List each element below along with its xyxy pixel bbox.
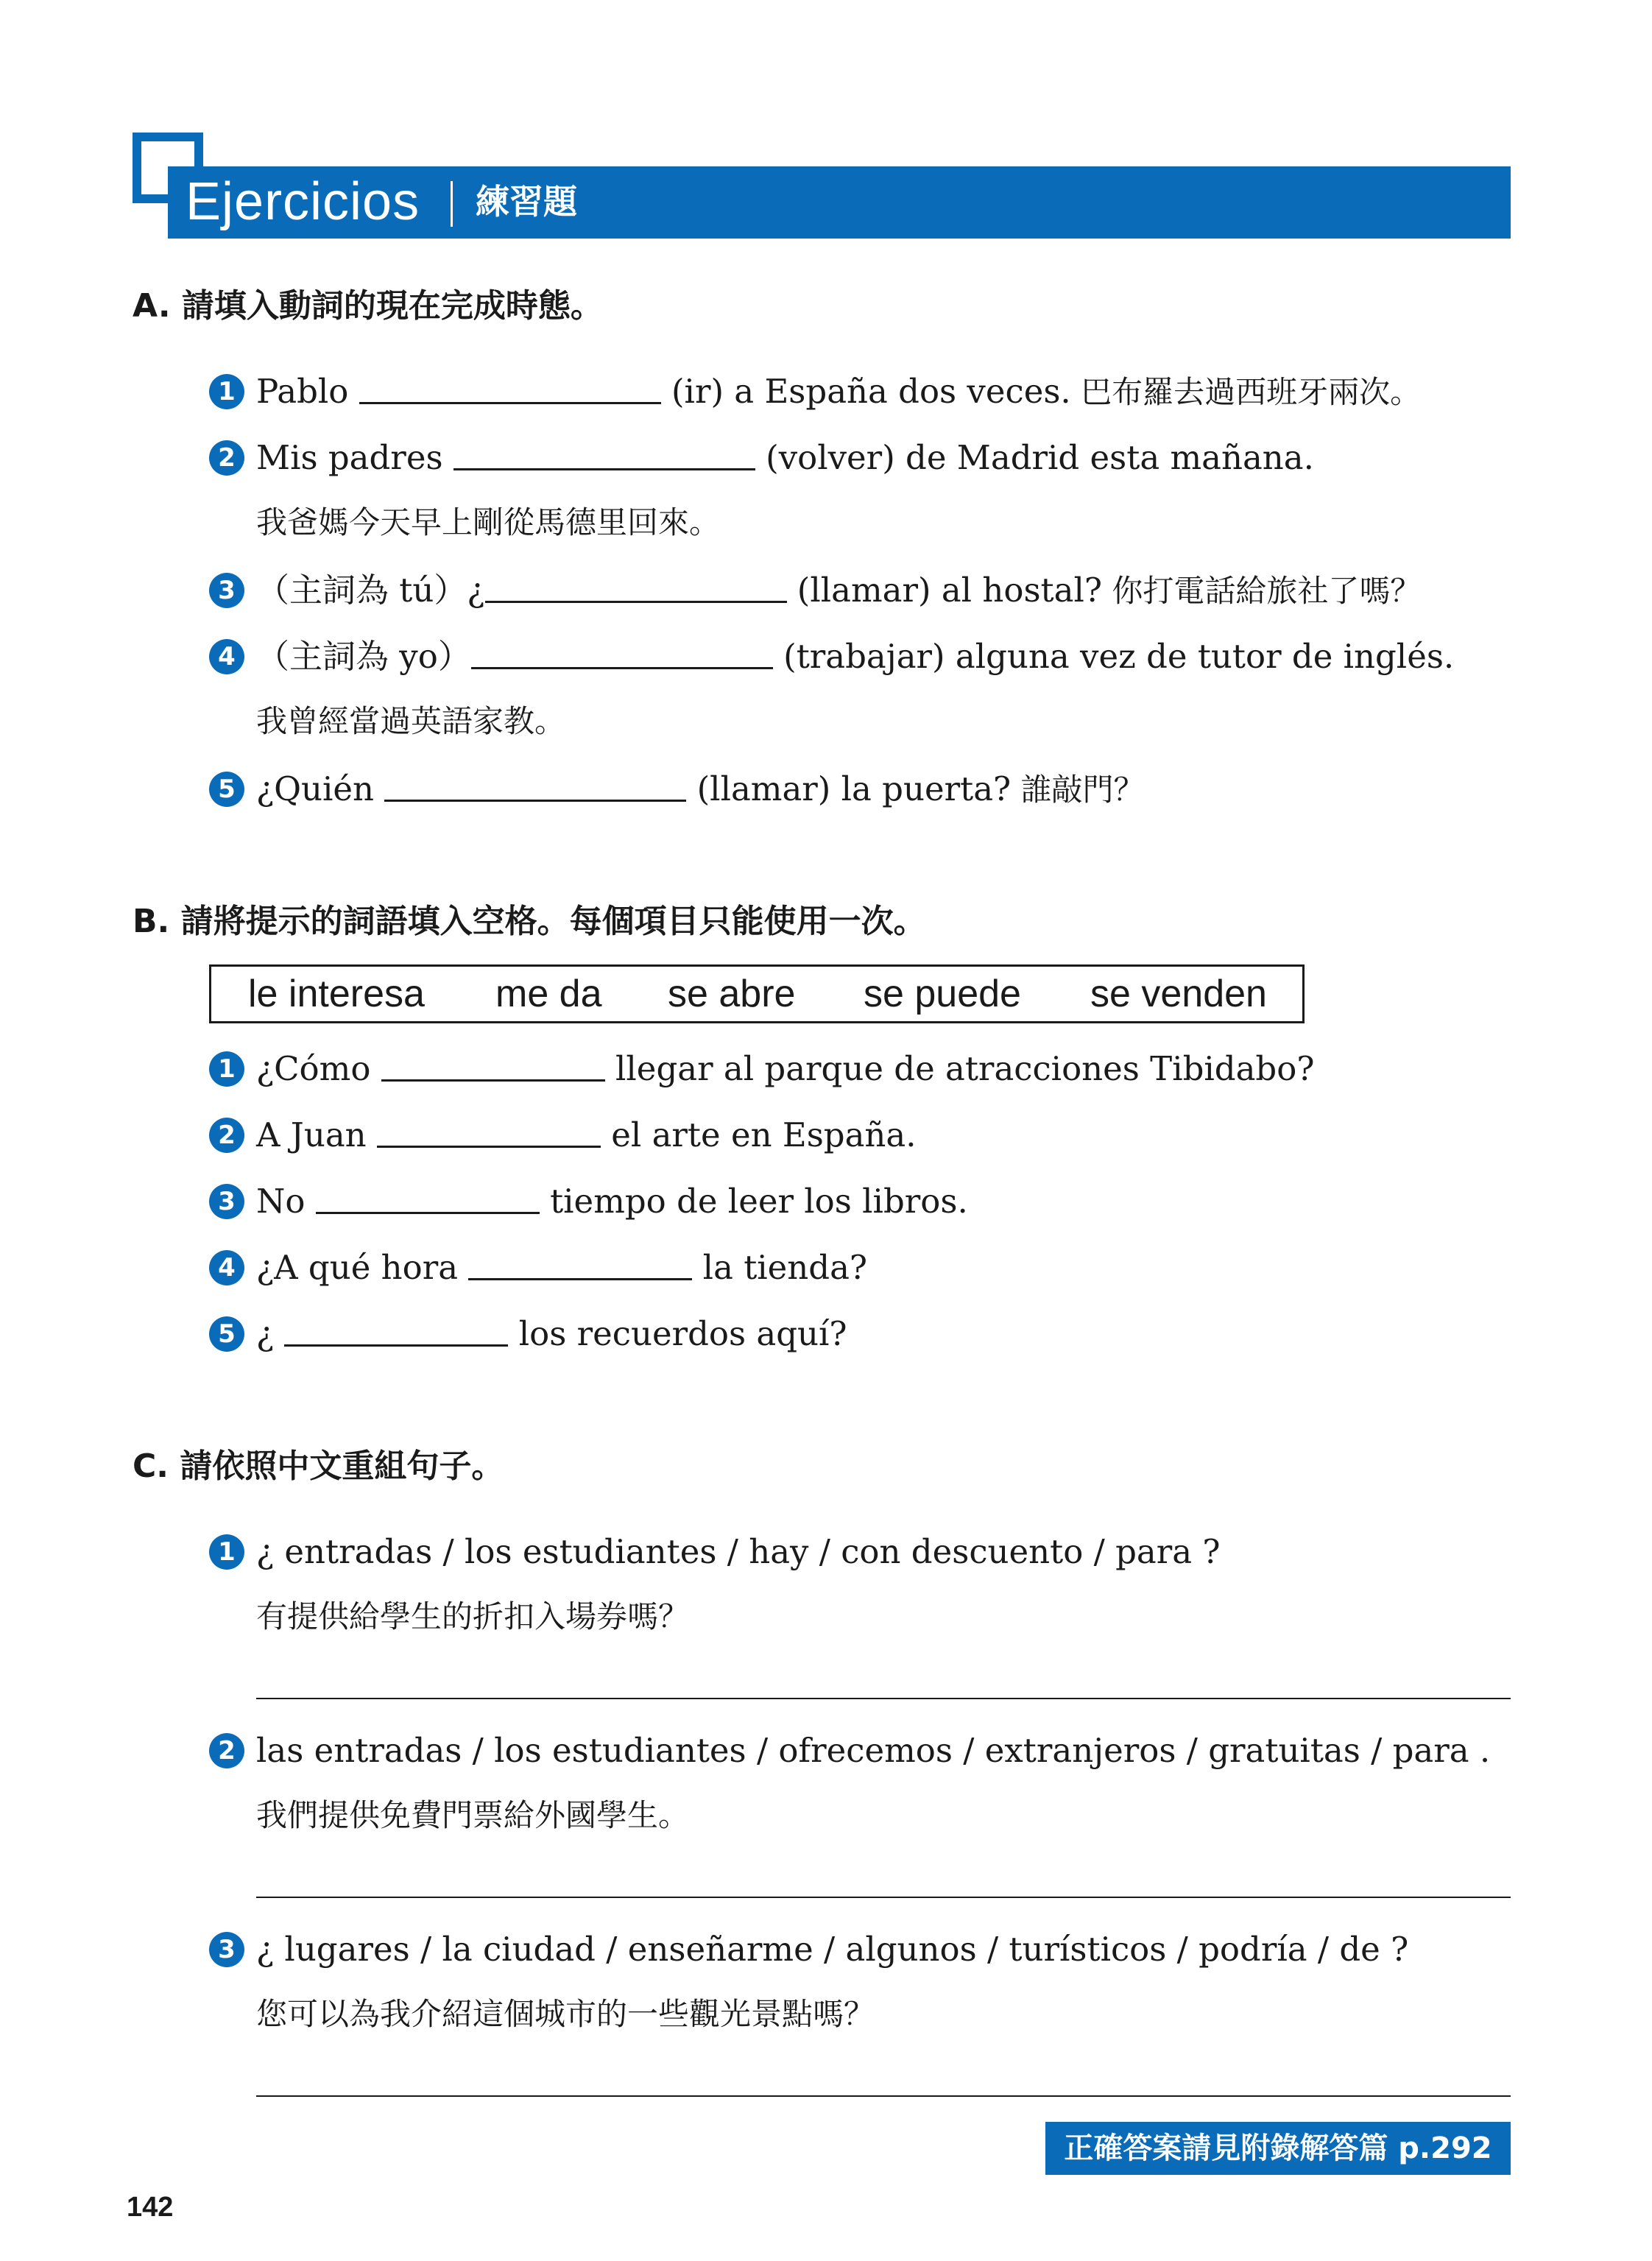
header-separator	[451, 181, 453, 227]
exercise-text: ¿ lugares / la ciudad / enseñarme / algunos / turísticos / podría / de ?	[256, 1930, 1409, 1969]
exercise-text: (llamar) la puerta?	[686, 769, 1012, 808]
answer-blank[interactable]	[284, 1312, 508, 1347]
answer-blank[interactable]	[359, 370, 661, 404]
exercise-translation: 你打電話給旅社了嗎？	[1101, 573, 1422, 609]
answer-blank[interactable]	[316, 1179, 540, 1214]
item-number-badge: 1	[209, 1534, 244, 1570]
answer-line[interactable]	[256, 1897, 1511, 1898]
word-bank-item: le interesa	[248, 973, 425, 1015]
section-a-title: A. 請填入動詞的現在完成時態。	[133, 287, 603, 325]
exercise-text: （主詞為 tú）¿	[256, 571, 485, 610]
exercise-translation: 我曾經當過英語家教。	[256, 703, 566, 739]
exercise-translation: 誰敲門？	[1011, 772, 1145, 808]
exercise-translation: 巴布羅去過西班牙兩次。	[1070, 374, 1422, 410]
word-bank-item: se venden	[1090, 973, 1267, 1015]
item-number-badge: 2	[209, 1733, 244, 1768]
exercise-translation: 您可以為我介紹這個城市的一些觀光景點嗎？	[256, 1996, 875, 2032]
item-number-badge: 3	[209, 1932, 244, 1967]
exercise-text: Mis padres	[256, 438, 453, 477]
exercise-text: （主詞為 yo）	[256, 637, 471, 676]
exercise-text: (llamar) al hostal?	[786, 571, 1102, 610]
answer-blank[interactable]	[471, 635, 773, 669]
page-subtitle: 練習題	[476, 182, 577, 222]
page-number: 142	[127, 2192, 174, 2223]
exercise-text: tiempo de leer los libros.	[539, 1182, 968, 1221]
item-number-badge: 5	[209, 772, 244, 807]
word-bank-item: se abre	[668, 973, 796, 1015]
answer-line[interactable]	[256, 2095, 1511, 2097]
exercise-text: la tienda?	[692, 1248, 868, 1287]
exercise-text: (ir) a España dos veces.	[660, 372, 1071, 411]
item-number-badge: 1	[209, 1051, 244, 1087]
answer-blank[interactable]	[384, 767, 686, 802]
answer-blank[interactable]	[381, 1047, 605, 1082]
exercise-text: ¿	[256, 1314, 285, 1353]
answer-blank[interactable]	[377, 1113, 601, 1148]
answer-reference: 正確答案請見附錄解答篇 p.292	[1045, 2122, 1511, 2175]
word-bank	[209, 964, 1305, 1023]
exercise-text: ¿Cómo	[256, 1049, 381, 1088]
section-b-title: B. 請將提示的詞語填入空格。每個項目只能使用一次。	[133, 903, 926, 940]
exercise-translation: 有提供給學生的折扣入場券嗎？	[256, 1598, 690, 1634]
exercise-text: los recuerdos aquí?	[508, 1314, 847, 1353]
item-number-badge: 5	[209, 1316, 244, 1352]
exercise-text: ¿Quién	[256, 769, 385, 808]
item-number-badge: 4	[209, 639, 244, 674]
exercise-text: (trabajar) alguna vez de tutor de inglés.	[772, 637, 1455, 676]
exercise-text: Pablo	[256, 372, 359, 411]
exercise-translation: 我爸媽今天早上剛從馬德里回來。	[256, 504, 721, 540]
item-number-badge: 2	[209, 440, 244, 476]
item-number-badge: 3	[209, 1184, 244, 1219]
exercise-text: No	[256, 1182, 316, 1221]
exercise-text: A Juan	[256, 1115, 377, 1154]
exercise-text: el arte en España.	[600, 1115, 917, 1154]
item-number-badge: 1	[209, 374, 244, 409]
item-number-badge: 2	[209, 1118, 244, 1153]
exercise-text: ¿ entradas / los estudiantes / hay / con descuento / para ?	[256, 1532, 1221, 1571]
answer-blank[interactable]	[453, 436, 755, 470]
answer-blank[interactable]	[485, 568, 787, 603]
exercise-text: ¿A qué hora	[256, 1248, 469, 1287]
page-title: Ejercicios	[186, 172, 420, 231]
section-c-title: C. 請依照中文重組句子。	[133, 1447, 504, 1485]
word-bank-item: me da	[495, 973, 602, 1015]
exercise-text: (volver) de Madrid esta mañana.	[755, 438, 1314, 477]
exercise-translation: 我們提供免費門票給外國學生。	[256, 1797, 690, 1833]
word-bank-item: se puede	[864, 973, 1021, 1015]
answer-line[interactable]	[256, 1698, 1511, 1699]
item-number-badge: 4	[209, 1250, 244, 1285]
exercise-text: llegar al parque de atracciones Tibidabo?	[604, 1049, 1315, 1088]
answer-blank[interactable]	[468, 1246, 692, 1280]
exercise-text: las entradas / los estudiantes / ofrecemos / extranjeros / gratuitas / para .	[256, 1731, 1491, 1770]
item-number-badge: 3	[209, 573, 244, 608]
